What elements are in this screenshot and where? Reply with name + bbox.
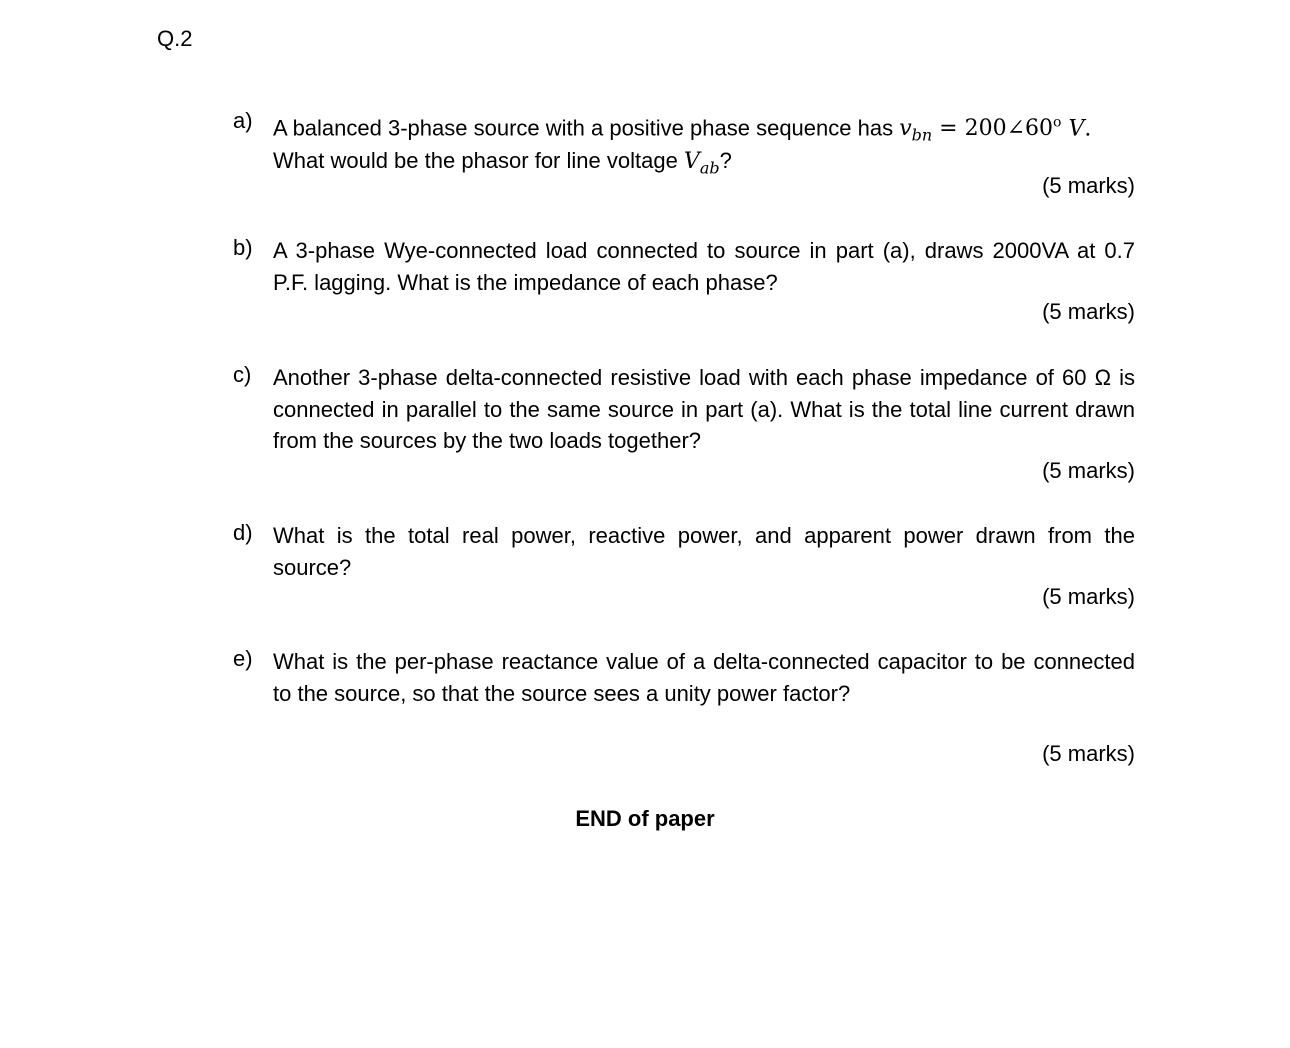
question-part-c bbox=[233, 362, 1135, 457]
vbn-value: = $200\angle 60^o$ bbox=[932, 115, 1062, 142]
question-part-b bbox=[233, 235, 1135, 298]
volt-unit: V bbox=[1061, 116, 1085, 142]
question-part-d bbox=[233, 520, 1135, 583]
marks-part-b: (5 marks) bbox=[1042, 299, 1135, 324]
part-a-line2-text: What would be the phasor for line voltage bbox=[273, 147, 684, 173]
vbn-symbol: $v_{bn}$ bbox=[899, 116, 933, 145]
marks-part-d: (5 marks) bbox=[1042, 584, 1135, 609]
vab-symbol: $V_{ab}$ bbox=[683, 148, 720, 178]
marks-part-e: (5 marks) bbox=[1042, 741, 1135, 766]
part-letter: e) bbox=[233, 646, 253, 671]
question-part-a bbox=[233, 108, 1135, 177]
marks-part-c: (5 marks) bbox=[1042, 458, 1135, 483]
part-letter: d) bbox=[233, 520, 253, 545]
end-of-paper: END of paper bbox=[575, 806, 715, 831]
part-letter: c) bbox=[233, 362, 252, 387]
part-text: A 3-phase Wye-connected load connected to source in part (a), draws 2000VA at 0.7 P.F. lagging. What is the impedance of each phase? bbox=[273, 238, 1135, 295]
part-text: What is the per-phase reactance value of a delta-connected capacitor to be connected to the source, so that the source sees a unity power factor? bbox=[273, 649, 1135, 706]
question-part-e bbox=[233, 646, 1135, 709]
part-text: What is the total real power, reactive power, and apparent power drawn from the source? bbox=[273, 523, 1135, 580]
part-text bbox=[273, 108, 1135, 177]
question-number: Q.2 bbox=[157, 26, 193, 51]
part-a-line1-text: A balanced 3-phase source with a positive phase sequence has bbox=[273, 115, 900, 141]
part-letter: a) bbox=[233, 108, 253, 133]
part-text: Another 3-phase delta-connected resistive load with each phase impedance of 60 Ω is connected in parallel to the same source in part (a). What is the total line current drawn from the sources by the two loads together? bbox=[273, 365, 1135, 453]
period: . bbox=[1084, 116, 1092, 142]
marks-part-a: (5 marks) bbox=[1042, 173, 1135, 198]
question-mark: ? bbox=[719, 147, 732, 173]
part-letter: b) bbox=[233, 235, 253, 260]
